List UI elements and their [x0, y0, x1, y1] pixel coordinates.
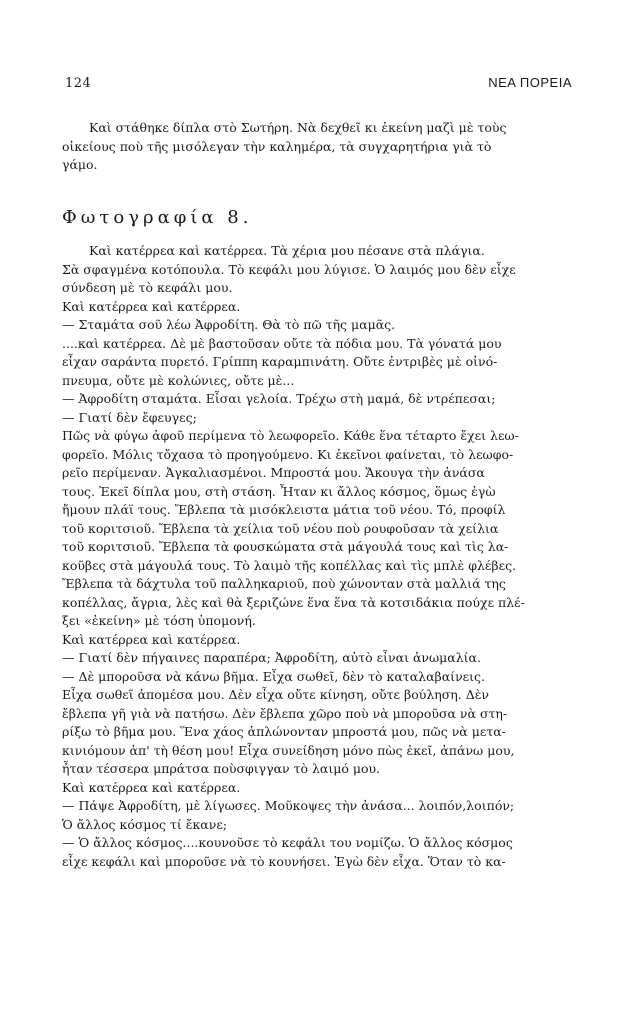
intro-paragraph — [62, 119, 577, 175]
text-line: κοπέλλας, ἄγρια, λὲς καὶ θὰ ξεριζώνε ἕνα ἕνα τὰ κοτσιδάκια πούχε πλέ- — [62, 594, 525, 610]
text-line: τοῦ κοριτσιοῦ. Ἔβλεπα τὰ φουσκώματα στὰ μάγουλά τους καὶ τὶς λα- — [62, 539, 509, 554]
text-line: πνευμα, οὔτε μὲ κολώνιες, οὔτε μὲ... — [62, 372, 295, 388]
text-line: γάμο. — [62, 157, 98, 172]
text-line: ἔβλεπα γῆ γιὰ νὰ πατήσω. Δὲν ἔβλεπα χῶρο ποὺ νὰ μποροῦσα νὰ στη- — [62, 705, 508, 721]
text-line: ξει «ἐκείνη» μὲ τόση ὑπομονή. — [62, 613, 256, 628]
text-line: Ὁ ἄλλος κόσμος τί ἔκανε; — [62, 816, 228, 832]
text-line: Εἶχα σωθεῖ ἀπομέσα μου. Δὲν εἶχα οὔτε κίνηση, οὔτε βούληση. Δὲν — [62, 687, 490, 702]
text-line: κινιόμουν ἀπ' τὴ θέση μου! Εἶχα συνείδηση μόνο πὼς ἐκεῖ, ἀπάνω μου, — [62, 742, 515, 758]
text-line: τους. Ἐκεῖ δίπλα μου, στὴ στάση. Ἦταν κι ἄλλος κόσμος, ὅμως ἐγὼ — [62, 483, 496, 499]
text-line: Καὶ κατέρρεα καὶ κατέρρεα. — [62, 298, 241, 314]
text-line: Σὰ σφαγμένα κοτόπουλα. Τὸ κεφάλι μου λύγισε. Ὁ λαιμός μου δὲν εἶχε — [62, 261, 516, 277]
text-line: — Γιατί δὲν ἔφευγες; — [62, 409, 197, 425]
text-line: Καὶ κατέρρεα καὶ κατέρρεα. — [62, 631, 241, 647]
body-text — [62, 242, 577, 871]
text-line: Πῶς νὰ φύγω ἀφοῦ περίμενα τὸ λεωφορεῖο. Κάθε ἕνα τέταρτο ἔχει λεω- — [62, 428, 519, 443]
text-line: — Ὁ ἄλλος κόσμος....κουνοῦσε τὸ κεφάλι του νομίζω. Ὁ ἄλλος κόσμος — [62, 835, 513, 850]
text-line: σύνδεση μὲ τὸ κεφάλι μου. — [62, 280, 233, 295]
text-line: ρεῖο περίμεναν. Ἀγκαλιασμένοι. Μπροστά μου. Ἄκουγα τὴν ἀνάσα — [62, 465, 485, 480]
text-line: ἦταν τέσσερα μπράτσα ποὺσφιγγαν τὸ λαιμό μου. — [62, 761, 381, 776]
text-line: Καὶ κατέρρεα καὶ κατέρρεα. Τὰ χέρια μου πέσανε στὰ πλάγια. — [89, 243, 485, 258]
running-title: ΝΕΑ ΠΟΡΕΙΑ — [488, 75, 572, 90]
text-line: — Δὲ μποροῦσα νὰ κάνω βῆμα. Εἶχα σωθεῖ, δὲν τὸ καταλαβαίνεις. — [62, 668, 486, 684]
text-line: ....καὶ κατέρρεα. Δὲ μὲ βαστοῦσαν οὔτε τὰ πόδια μου. Τὰ γόνατά μου — [62, 335, 502, 351]
page-number: 124 — [65, 76, 92, 91]
section-heading: Φωτογραφία 8. — [62, 207, 253, 228]
text-line: ἤμουν πλάϊ τους. Ἔβλεπα τὰ μισόκλειστα μάτια τοῦ νέου. Τό, προφίλ — [62, 502, 506, 517]
text-line: εἶχε κεφάλι καὶ μποροῦσε νὰ τὸ κουνήσει. Ἐγὼ δὲν εἶχα. Ὅταν τὸ κα- — [62, 853, 506, 869]
text-line: φορεῖο. Μόλις τὄχασα τὸ προηγούμενο. Κι ἐκεῖνοι φαίνεται, τὸ λεωφο- — [62, 446, 514, 462]
text-line: Καὶ κατέρρεα καὶ κατέρρεα. — [62, 779, 241, 795]
text-line: εἶχαν σαράντα πυρετό. Γρίππη καραμπινάτη. Οὔτε ἐντριβὲς μὲ οἰνό- — [62, 354, 498, 369]
text-line: Καὶ στάθηκε δίπλα στὸ Σωτήρη. Νὰ δεχθεῖ κι ἐκείνη μαζὶ μὲ τοὺς — [89, 120, 507, 135]
text-line: κοῦβες στὰ μάγουλά τους. Τὸ λαιμὸ τῆς κοπέλλας καὶ τὶς μπλὲ φλέβες. — [62, 557, 517, 573]
text-line: — Πάψε Ἀφροδίτη, μὲ λίγωσες. Μοῦκοψες τὴν ἀνάσα... λοιπόν,λοιπόν; — [62, 798, 515, 813]
text-line: οἰκείους ποὺ τῆς μισόλεγαν τὴν καλημέρα, τὰ συγχαρητήρια γιὰ τὸ — [62, 138, 492, 154]
page-header — [65, 75, 572, 91]
text-line: ρίξω τὸ βῆμα μου. Ἕνα χάος ἁπλώνονταν μπροστά μου, πῶς νὰ μετα- — [62, 724, 506, 739]
text-line: — Ἀφροδίτη σταμάτα. Εἶσαι γελοία. Τρέχω στὴ μαμά, δὲ ντρέπεσαι; — [62, 391, 496, 406]
text-line: τοῦ κοριτσιοῦ. Ἔβλεπα τὰ χείλια τοῦ νέου ποὺ ρουφοῦσαν τὰ χείλια — [62, 520, 499, 536]
text-line: — Σταμάτα σοῦ λέω Ἀφροδίτη. Θὰ τὸ πῶ τῆς μαμᾶς. — [62, 317, 396, 332]
text-line: Ἔβλεπα τὰ δάχτυλα τοῦ παλληκαριοῦ, ποὺ χώνονταν στὰ μαλλιά της — [62, 576, 506, 591]
text-line: — Γιατί δὲν πήγαινες παραπέρα; Ἀφροδίτη, αὐτὸ εἶναι ἀνωμαλία. — [62, 650, 481, 665]
